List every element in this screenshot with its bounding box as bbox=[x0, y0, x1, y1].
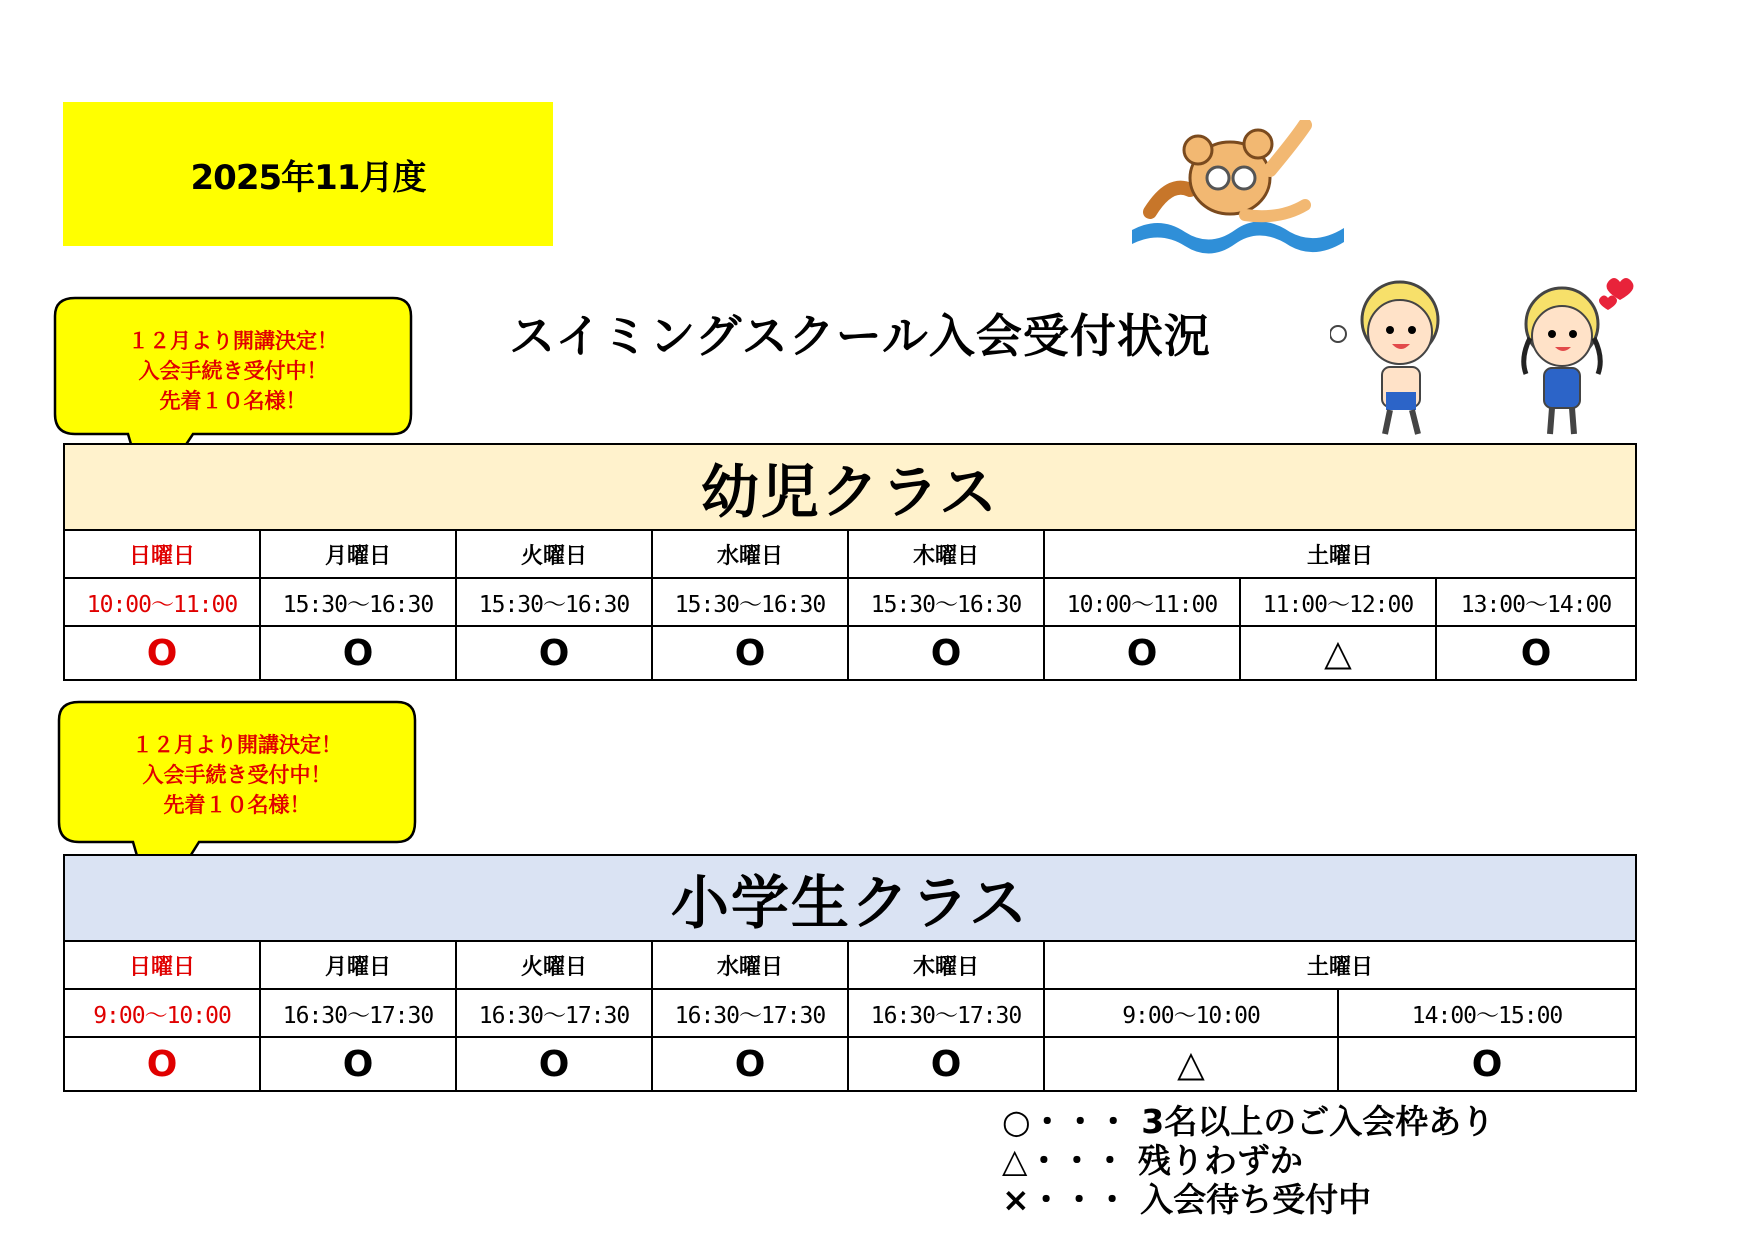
status-mark: O bbox=[456, 626, 652, 680]
legend bbox=[1002, 1102, 1494, 1219]
day-tuesday: 火曜日 bbox=[456, 530, 652, 578]
status-mark: O bbox=[64, 626, 260, 680]
callout-line: 入会手続き受付中！ bbox=[142, 763, 332, 787]
status-mark: O bbox=[456, 1037, 652, 1091]
time-slot: 9:00〜10:00 bbox=[64, 989, 260, 1037]
status-mark: O bbox=[848, 626, 1044, 680]
time-slot: 16:30〜17:30 bbox=[260, 989, 456, 1037]
status-mark: O bbox=[1338, 1037, 1636, 1091]
time-slot: 16:30〜17:30 bbox=[652, 989, 848, 1037]
kinder-class-title: 幼児クラス bbox=[64, 444, 1636, 530]
elementary-class-table bbox=[63, 854, 1637, 1092]
day-wednesday: 水曜日 bbox=[652, 941, 848, 989]
day-thursday: 木曜日 bbox=[848, 530, 1044, 578]
status-mark: O bbox=[260, 626, 456, 680]
day-monday: 月曜日 bbox=[260, 530, 456, 578]
day-saturday: 土曜日 bbox=[1044, 530, 1636, 578]
status-mark: O bbox=[260, 1037, 456, 1091]
legend-waitlist: ×・・・ 入会待ち受付中 bbox=[1002, 1180, 1372, 1219]
time-slot: 16:30〜17:30 bbox=[848, 989, 1044, 1037]
status-mark: O bbox=[64, 1037, 260, 1091]
time-slot: 15:30〜16:30 bbox=[652, 578, 848, 626]
day-tuesday: 火曜日 bbox=[456, 941, 652, 989]
status-mark: O bbox=[652, 1037, 848, 1091]
time-slot: 14:00〜15:00 bbox=[1338, 989, 1636, 1037]
time-slot: 16:30〜17:30 bbox=[456, 989, 652, 1037]
status-mark: O bbox=[652, 626, 848, 680]
day-sunday: 日曜日 bbox=[64, 941, 260, 989]
kids-illustration bbox=[1330, 262, 1640, 442]
status-mark: △ bbox=[1044, 1037, 1338, 1091]
time-slot: 15:30〜16:30 bbox=[260, 578, 456, 626]
time-slot: 13:00〜14:00 bbox=[1436, 578, 1636, 626]
swimmer-illustration bbox=[1130, 120, 1350, 260]
time-slot: 15:30〜16:30 bbox=[456, 578, 652, 626]
callout-text bbox=[53, 326, 413, 416]
elementary-class-title: 小学生クラス bbox=[64, 855, 1636, 941]
kinder-class-table bbox=[63, 443, 1637, 681]
legend-available: ○・・・ 3名以上のご入会枠あり bbox=[1002, 1102, 1495, 1141]
day-sunday: 日曜日 bbox=[64, 530, 260, 578]
day-saturday: 土曜日 bbox=[1044, 941, 1636, 989]
status-mark: △ bbox=[1240, 626, 1436, 680]
status-mark: O bbox=[1044, 626, 1240, 680]
time-slot: 15:30〜16:30 bbox=[848, 578, 1044, 626]
month-label: 2025年11月度 bbox=[63, 102, 553, 246]
time-slot: 11:00〜12:00 bbox=[1240, 578, 1436, 626]
callout-line: 先着１０名様！ bbox=[163, 793, 311, 817]
time-slot: 9:00〜10:00 bbox=[1044, 989, 1338, 1037]
time-slot: 10:00〜11:00 bbox=[1044, 578, 1240, 626]
callout-text bbox=[57, 730, 417, 820]
day-monday: 月曜日 bbox=[260, 941, 456, 989]
callout-line: １２月より開講決定！ bbox=[128, 329, 338, 353]
day-thursday: 木曜日 bbox=[848, 941, 1044, 989]
status-mark: O bbox=[848, 1037, 1044, 1091]
callout-line: １２月より開講決定！ bbox=[132, 733, 342, 757]
callout-line: 先着１０名様！ bbox=[159, 389, 307, 413]
day-wednesday: 水曜日 bbox=[652, 530, 848, 578]
status-mark: O bbox=[1436, 626, 1636, 680]
legend-few-left: △・・・ 残りわずか bbox=[1002, 1141, 1303, 1180]
callout-line: 入会手続き受付中！ bbox=[138, 359, 328, 383]
time-slot: 10:00〜11:00 bbox=[64, 578, 260, 626]
page-title: スイミングスクール入会受付状況 bbox=[509, 309, 1211, 363]
